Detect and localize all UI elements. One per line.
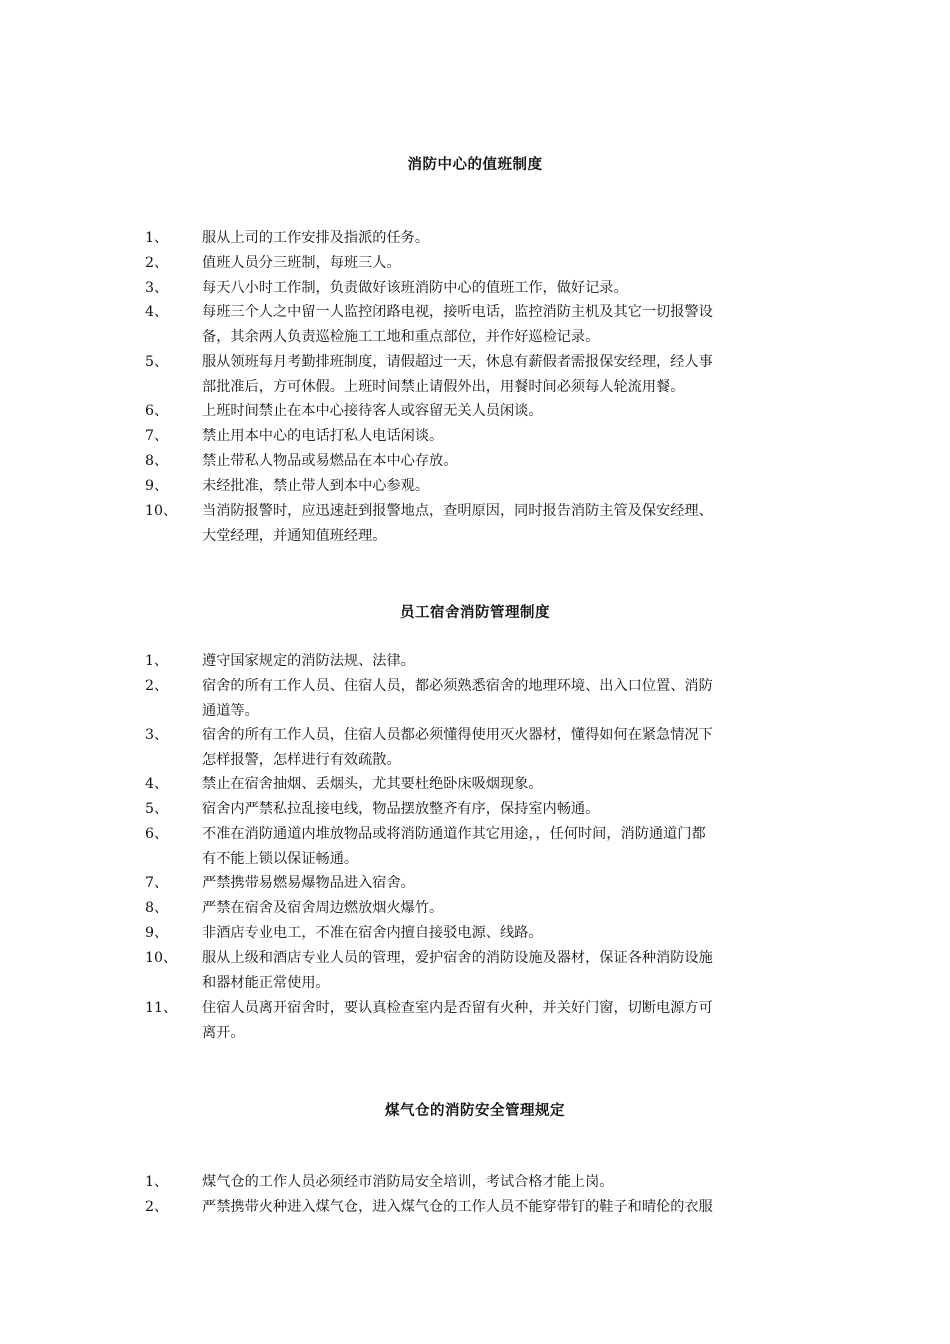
- item-number: 6、: [145, 826, 169, 842]
- item-number: 9、: [145, 925, 169, 941]
- section-title-dormitory: 员工宿舍消防管理制度: [400, 605, 550, 621]
- item-text: 非酒店专业电工，不准在宿舍内擅自接驳电源、线路。: [202, 925, 543, 941]
- item-number: 1、: [145, 653, 169, 669]
- item-text: 上班时间禁止在本中心接待客人或容留无关人员闲谈。: [202, 403, 543, 419]
- item-text: 不准在消防通道内堆放物品或将消防通道作其它用途，，任何时间，消防通道门都 有不能上锁以保证畅通。: [202, 826, 706, 867]
- item-text: 遵守国家规定的消防法规、法律。: [202, 653, 415, 669]
- item-number: 5、: [145, 801, 169, 817]
- item-text: 严禁在宿舍及宿舍周边燃放烟火爆竹。: [202, 900, 444, 916]
- item-text: 煤气仓的工作人员必须经市消防局安全培训，考试合格才能上岗。: [202, 1174, 614, 1190]
- item-number: 9、: [145, 478, 169, 494]
- item-number: 3、: [145, 280, 169, 296]
- item-text: 服从领班每月考勤排班制度，请假超过一天，休息有薪假者需报保安经理，经人事 部批准后，方可休假。上班时间禁止请假外出，用餐时间必须每人轮流用餐。: [202, 354, 713, 395]
- item-text: 每班三个人之中留一人监控闭路电视，接听电话，监控消防主机及其它一切报警设 备，其余两人负责巡检施工工地和重点部位，并作好巡检记录。: [202, 304, 713, 345]
- item-number: 10、: [145, 503, 178, 519]
- item-number: 3、: [145, 727, 169, 743]
- item-number: 1、: [145, 230, 169, 246]
- item-number: 1、: [145, 1174, 169, 1190]
- item-text: 当消防报警时，应迅速赶到报警地点，查明原因，同时报告消防主管及保安经理、 大堂经理，并通知值班经理。: [202, 503, 713, 544]
- item-number: 10、: [145, 950, 178, 966]
- item-number: 4、: [145, 304, 169, 320]
- item-text: 严禁携带火种进入煤气仓，进入煤气仓的工作人员不能穿带钉的鞋子和晴伦的衣服: [202, 1199, 713, 1215]
- item-text: 宿舍的所有工作人员、住宿人员，都必须熟悉宿舍的地理环境、出入口位置、消防 通道等。: [202, 678, 713, 719]
- item-number: 2、: [145, 678, 169, 694]
- item-text: 住宿人员离开宿舍时，要认真检查室内是否留有火种，并关好门窗，切断电源方可 离开。: [202, 1000, 713, 1041]
- section-title-gas-room: 煤气仓的消防安全管理规定: [385, 1103, 565, 1119]
- item-text: 禁止带私人物品或易燃品在本中心存放。: [202, 453, 458, 469]
- item-text: 服从上级和酒店专业人员的管理，爱护宿舍的消防设施及器材，保证各种消防设施 和器材能正常使用。: [202, 950, 713, 991]
- item-text: 宿舍的所有工作人员，住宿人员都必须懂得使用灭火器材，懂得如何在紧急情况下 怎样报警，怎样进行有效疏散。: [202, 727, 713, 768]
- item-number: 2、: [145, 1199, 169, 1215]
- item-text: 未经批准，禁止带人到本中心参观。: [202, 478, 430, 494]
- item-number: 7、: [145, 428, 169, 444]
- item-text: 禁止用本中心的电话打私人电话闲谈。: [202, 428, 444, 444]
- item-number: 6、: [145, 403, 169, 419]
- item-number: 2、: [145, 255, 169, 271]
- item-text: 服从上司的工作安排及指派的任务。: [202, 230, 430, 246]
- item-number: 11、: [145, 1000, 178, 1016]
- item-number: 7、: [145, 875, 169, 891]
- item-number: 8、: [145, 900, 169, 916]
- item-text: 值班人员分三班制，每班三人。: [202, 255, 401, 271]
- item-number: 8、: [145, 453, 169, 469]
- item-text: 宿舍内严禁私拉乱接电线，物品摆放整齐有序，保持室内畅通。: [202, 801, 600, 817]
- item-text: 禁止在宿舍抽烟、丢烟头，尤其要杜绝卧床吸烟现象。: [202, 776, 543, 792]
- item-text: 每天八小时工作制，负责做好该班消防中心的值班工作，做好记录。: [202, 280, 628, 296]
- item-text: 严禁携带易燃易爆物品进入宿舍。: [202, 875, 415, 891]
- item-number: 4、: [145, 776, 169, 792]
- item-number: 5、: [145, 354, 169, 370]
- section-title-duty: 消防中心的值班制度: [407, 157, 543, 173]
